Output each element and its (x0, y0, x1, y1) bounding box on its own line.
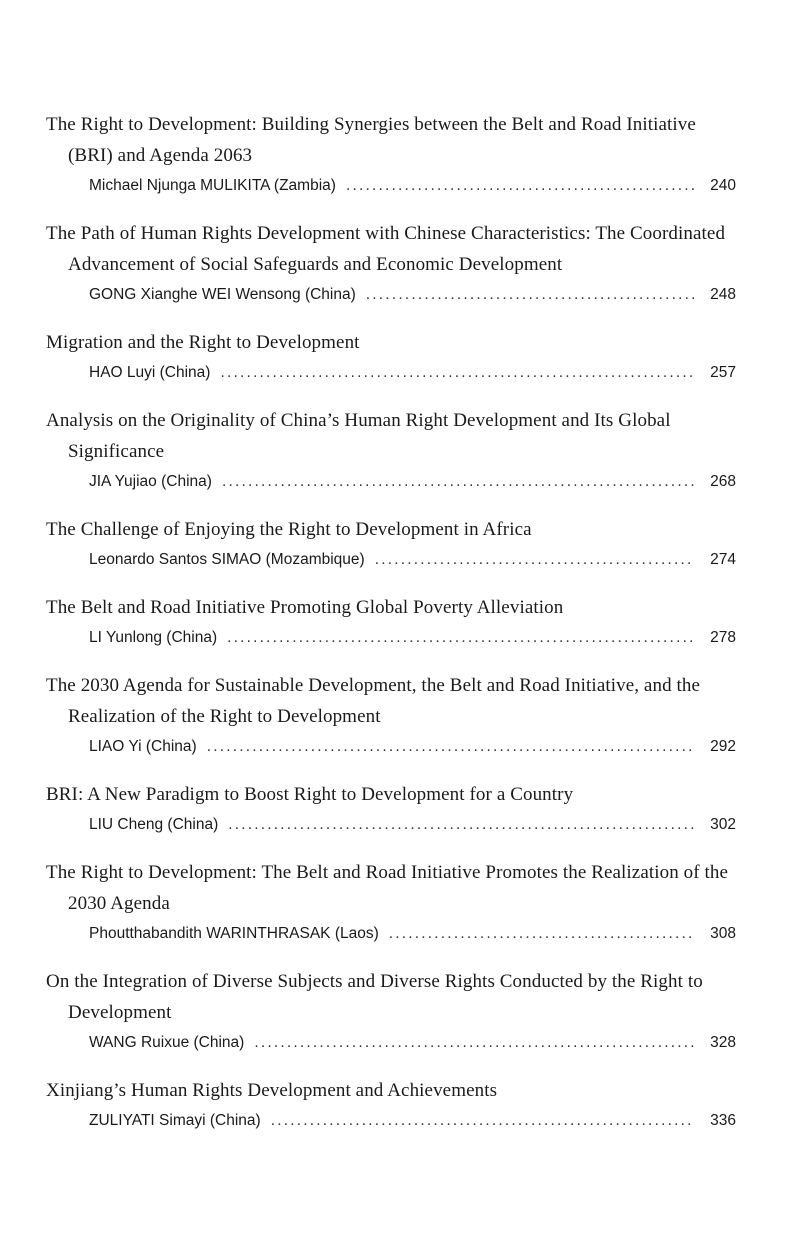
toc-entry (46, 514, 736, 574)
entry-title: The Path of Human Rights Development with Chinese Characteristics: The Coordinated Advancement of Social Safeguards and Economic Development (46, 223, 726, 275)
entry-author: LI Yunlong (China) (89, 629, 218, 646)
entry-author-line (46, 1106, 736, 1135)
dot-leader (375, 545, 694, 574)
entry-author: GONG Xianghe WEI Wensong (China) (89, 286, 356, 303)
toc-entry (46, 592, 736, 652)
entry-author: Phoutthabandith WARINTHRASAK (Laos) (89, 925, 379, 942)
entry-title: BRI: A New Paradigm to Boost Right to Development for a Country (46, 784, 574, 805)
entry-author-line (46, 623, 736, 652)
entry-author: WANG Ruixue (China) (89, 1034, 245, 1051)
entry-author-line (46, 545, 736, 574)
entry-page-number: 292 (710, 738, 736, 755)
entry-page-number: 257 (710, 364, 736, 381)
entry-page-number: 328 (710, 1034, 736, 1051)
entry-page-number: 274 (710, 551, 736, 568)
dot-leader (222, 467, 694, 496)
entry-title: On the Integration of Diverse Subjects and Diverse Rights Conducted by the Right to Development (46, 971, 703, 1023)
entry-title: The 2030 Agenda for Sustainable Development, the Belt and Road Initiative, and the Realization of the Right to Development (46, 675, 701, 727)
dot-leader (346, 171, 694, 200)
entry-author: HAO Luyi (China) (89, 364, 211, 381)
entry-author: Leonardo Santos SIMAO (Mozambique) (89, 551, 365, 568)
table-of-contents (46, 109, 736, 1153)
entry-author-line (46, 919, 736, 948)
entry-page-number: 308 (710, 925, 736, 942)
entry-page-number: 248 (710, 286, 736, 303)
toc-entry (46, 405, 736, 496)
entry-author: LIU Cheng (China) (89, 816, 219, 833)
entry-page-number: 240 (710, 177, 736, 194)
toc-entry (46, 218, 736, 309)
dot-leader (207, 732, 694, 761)
entry-page-number: 302 (710, 816, 736, 833)
dot-leader (254, 1028, 694, 1057)
toc-entry (46, 670, 736, 761)
entry-page-number: 268 (710, 473, 736, 490)
entry-title: Migration and the Right to Development (46, 332, 360, 353)
dot-leader (366, 280, 694, 309)
entry-author: LIAO Yi (China) (89, 738, 197, 755)
entry-author: JIA Yujiao (China) (89, 473, 212, 490)
dot-leader (227, 623, 694, 652)
entry-author-line (46, 1028, 736, 1057)
entry-title: The Right to Development: The Belt and Road Initiative Promotes the Realization of the 2030 Agenda (46, 862, 729, 914)
dot-leader (389, 919, 694, 948)
toc-entry (46, 966, 736, 1057)
dot-leader (220, 358, 694, 387)
toc-entry (46, 327, 736, 387)
entry-page-number: 278 (710, 629, 736, 646)
dot-leader (271, 1106, 694, 1135)
entry-title: The Challenge of Enjoying the Right to Development in Africa (46, 519, 532, 540)
entry-page-number: 336 (710, 1112, 736, 1129)
entry-title: The Belt and Road Initiative Promoting Global Poverty Alleviation (46, 597, 564, 618)
toc-entry (46, 779, 736, 839)
entry-author: ZULIYATI Simayi (China) (89, 1112, 261, 1129)
entry-title: Analysis on the Originality of China’s Human Right Development and Its Global Significance (46, 410, 671, 462)
entry-author-line (46, 467, 736, 496)
toc-entry (46, 1075, 736, 1135)
entry-author-line (46, 171, 736, 200)
entry-author-line (46, 810, 736, 839)
entry-author-line (46, 732, 736, 761)
toc-entry (46, 857, 736, 948)
entry-author-line (46, 280, 736, 309)
entry-title: The Right to Development: Building Synergies between the Belt and Road Initiative (BRI) and Agenda 2063 (46, 114, 696, 166)
entry-author: Michael Njunga MULIKITA (Zambia) (89, 177, 336, 194)
entry-title: Xinjiang’s Human Rights Development and Achievements (46, 1080, 498, 1101)
dot-leader (228, 810, 694, 839)
toc-entry (46, 109, 736, 200)
entry-author-line (46, 358, 736, 387)
